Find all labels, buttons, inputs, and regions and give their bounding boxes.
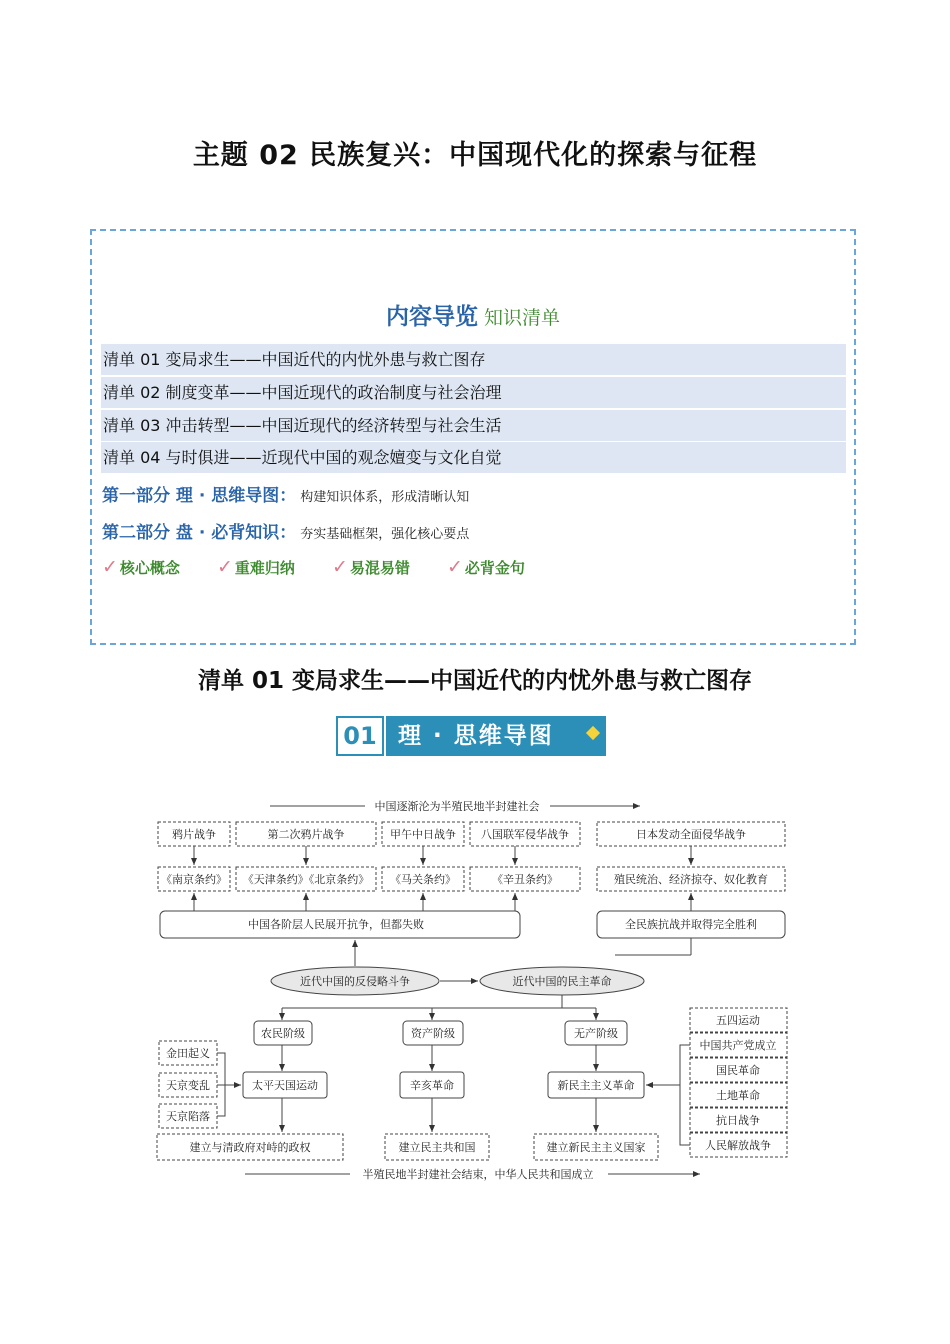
- tag-confusing-points[interactable]: [332, 556, 410, 578]
- list-item[interactable]: 清单 01 变局求生——中国近代的内忧外患与救亡图存: [101, 344, 846, 375]
- war-node: 鸦片战争: [172, 828, 216, 841]
- guide-heading-main: 内容导览: [385, 304, 478, 330]
- part-two-desc: 夯实基础框架，强化核心要点: [300, 527, 470, 542]
- center-left-node: 近代中国的反侵略斗争: [300, 975, 410, 988]
- list-item[interactable]: 清单 03 冲击转型——中国近现代的经济转型与社会生活: [101, 410, 846, 441]
- top-arrow-label: 中国逐渐沦为半殖民地半封建社会: [374, 800, 540, 813]
- tag-label: 必背金句: [464, 559, 525, 577]
- war-node: 八国联军侵华战争: [481, 828, 569, 841]
- movement-node: 新民主主义革命: [557, 1079, 635, 1092]
- result-node: 建立民主共和国: [398, 1141, 476, 1154]
- guide-heading: [90, 298, 856, 331]
- check-icon: ✓: [217, 556, 233, 578]
- result-node: 建立新民主主义国家: [546, 1141, 646, 1154]
- part-one-label: 第一部分 理 · 思维导图：: [102, 486, 297, 506]
- treaty-node: 《南京条约》: [161, 873, 227, 886]
- result-node: 建立与清政府对峙的政权: [189, 1141, 311, 1154]
- peasant-event-node: 天京变乱: [166, 1079, 210, 1092]
- check-icon: ✓: [447, 556, 463, 578]
- peasant-event-node: 金田起义: [166, 1047, 210, 1060]
- treaty-node: 《辛丑条约》: [492, 873, 558, 886]
- list-one-title: 清单 01 变局求生——中国近代的内忧外患与救亡图存: [197, 668, 753, 694]
- page-title: 主题 02 民族复兴：中国现代化的探索与征程: [192, 140, 758, 171]
- part-two-row[interactable]: [102, 518, 469, 543]
- class-node: 无产阶级: [574, 1027, 618, 1040]
- tag-key-points[interactable]: [217, 556, 295, 578]
- mind-map: [0, 790, 950, 1190]
- war-node: 日本发动全面侵华战争: [636, 828, 746, 841]
- resistance-win-node: 全民族抗战并取得完全胜利: [625, 918, 757, 931]
- list-item[interactable]: 清单 02 制度变革——中国近现代的政治制度与社会治理: [101, 377, 846, 408]
- class-node: 资产阶级: [411, 1027, 455, 1040]
- list-item[interactable]: 清单 04 与时俱进——近现代中国的观念嬗变与文化自觉: [101, 442, 846, 473]
- bottom-arrow-label: 半殖民地半封建社会结束，中华人民共和国成立: [362, 1168, 594, 1181]
- guide-heading-sub: 知识清单: [483, 307, 560, 329]
- tag-core-concepts[interactable]: [102, 556, 180, 578]
- tag-label: 重难归纳: [234, 559, 295, 577]
- treaty-node: 《马关条约》: [390, 873, 456, 886]
- class-node: 农民阶级: [261, 1027, 305, 1040]
- stage-node: 中国共产党成立: [699, 1039, 777, 1052]
- check-icon: ✓: [332, 556, 348, 578]
- tag-label: 核心概念: [119, 559, 180, 577]
- part-one-desc: 构建知识体系，形成清晰认知: [300, 490, 470, 505]
- badge-number: 01: [336, 716, 384, 756]
- stage-node: 人民解放战争: [705, 1139, 771, 1152]
- badge-label: 理 · 思维导图: [386, 716, 606, 756]
- peasant-event-node: 天京陷落: [166, 1110, 210, 1123]
- movement-node: 辛亥革命: [410, 1079, 454, 1092]
- treaty-node: 殖民统治、经济掠夺、奴化教育: [614, 873, 768, 886]
- movement-node: 太平天国运动: [252, 1079, 318, 1092]
- part-one-row[interactable]: [102, 481, 469, 506]
- section-badge: [336, 716, 606, 756]
- stage-node: 抗日战争: [716, 1114, 760, 1127]
- tag-must-recite[interactable]: [447, 556, 525, 578]
- tag-label: 易混易错: [349, 559, 410, 577]
- war-node: 甲午中日战争: [390, 828, 456, 841]
- part-two-label: 第二部分 盘 · 必背知识：: [102, 523, 297, 543]
- check-icon: ✓: [102, 556, 118, 578]
- stage-node: 国民革命: [716, 1064, 760, 1077]
- stage-node: 五四运动: [716, 1014, 760, 1027]
- war-node: 第二次鸦片战争: [267, 828, 345, 841]
- resistance-fail-node: 中国各阶层人民展开抗争，但都失败: [248, 918, 424, 931]
- stage-node: 土地革命: [716, 1089, 760, 1102]
- center-right-node: 近代中国的民主革命: [512, 975, 612, 988]
- treaty-node: 《天津条约》《北京条约》: [242, 873, 370, 886]
